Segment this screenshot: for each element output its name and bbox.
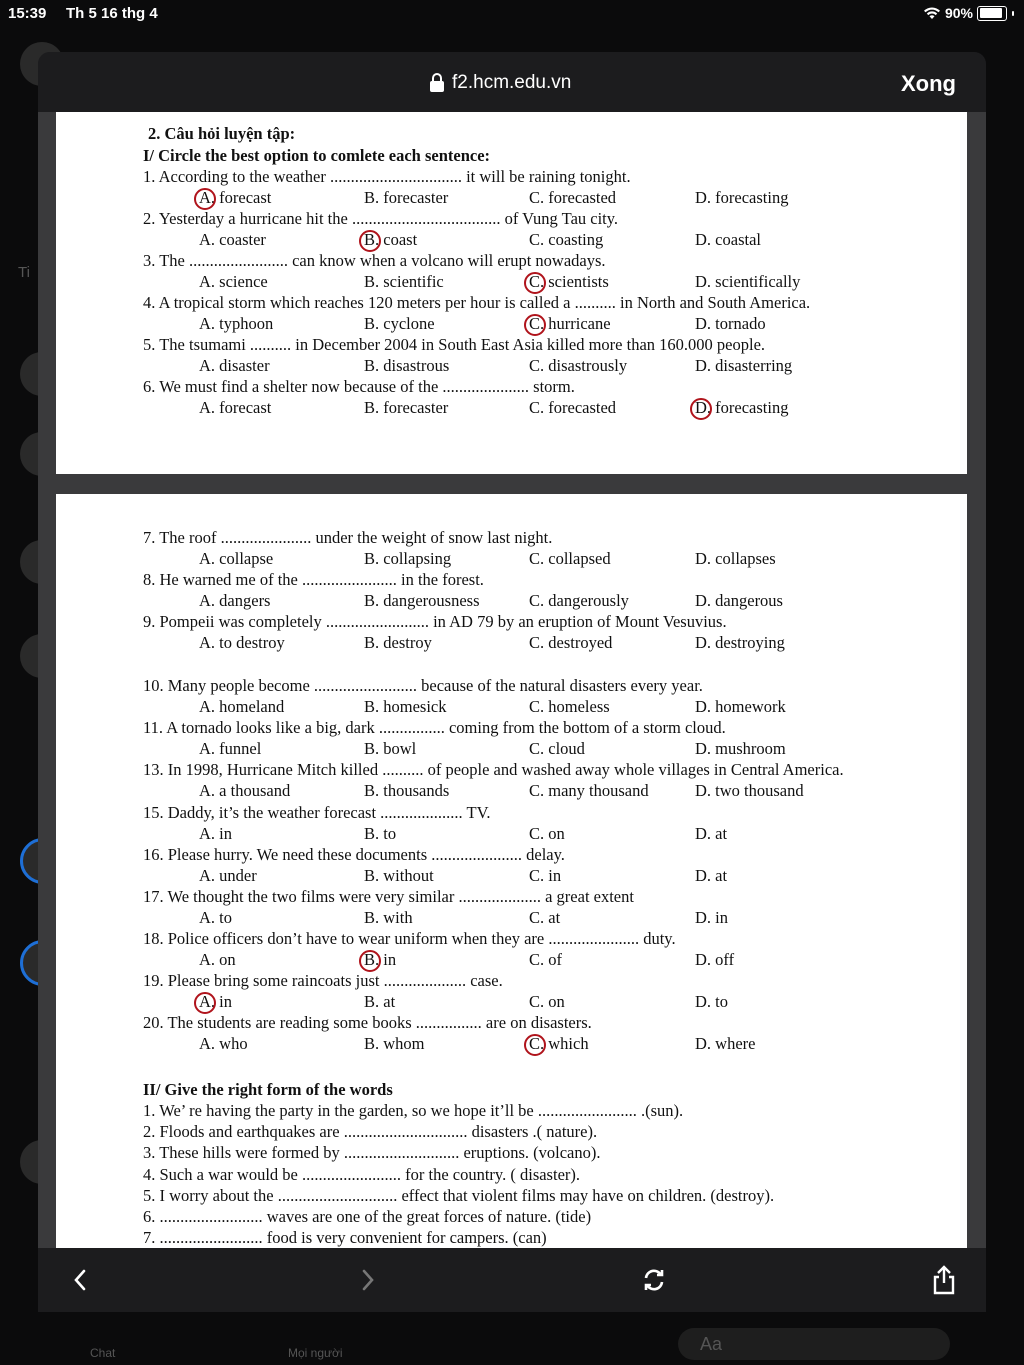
answer-option: D. dangerous [695,591,783,610]
answer-option: B. scientific [364,272,444,291]
answer-option: A. funnel [199,739,262,758]
battery-icon [977,6,1007,21]
answer-option: B. bowl [364,739,417,758]
question-text: 18. Police officers don’t have to wear uniform when they are ...................... duty. [143,929,676,948]
answer-option: D. forecasting [695,188,789,207]
answer-option: A. dangers [199,591,271,610]
answer-option: C. collapsed [529,549,611,568]
question-text: 7. The roof ...................... under the weight of snow last night. [143,528,553,547]
answer-option: C. cloud [529,739,585,758]
answer-option: D. at [695,866,728,885]
answer-circle-mark [359,950,381,972]
answer-option: D. destroying [695,633,785,652]
answer-option: D. tornado [695,314,766,333]
answer-option: A. in [199,992,232,1011]
word-form-item: 5. I worry about the ............................. effect that violent films may have on children. (destroy). [143,1185,775,1205]
answer-option: D. collapses [695,549,776,568]
answer-option: C. on [529,824,565,843]
browser-sheet [38,52,986,1312]
answer-option: C. at [529,908,561,927]
status-date: Th 5 16 thg 4 [66,5,158,22]
status-bar [0,0,1024,28]
answer-option: C. scientists [529,272,609,291]
answer-option: B. collapsing [364,549,452,568]
people-tab-label: Mọi người [288,1346,343,1360]
answer-option: C. destroyed [529,633,613,652]
answer-option: D. in [695,908,728,927]
answer-option: A. typhoon [199,314,274,333]
answer-option: D. coastal [695,230,761,249]
done-button[interactable]: Xong [895,70,962,98]
question-text: 6. We must find a shelter now because of the ..................... storm. [143,377,575,396]
answer-option: B. at [364,992,396,1011]
section-title: I/ Circle the best option to comlete each sentence: [143,146,491,165]
answer-option: C. which [529,1034,589,1053]
answer-option: D. scientifically [695,272,801,291]
answer-circle-mark [194,188,216,210]
answer-option: C. homeless [529,697,610,716]
answer-option: A. homeland [199,697,285,716]
answer-option: C. coasting [529,230,604,249]
answer-option: B. destroy [364,633,432,652]
question-text: 4. A tropical storm which reaches 120 meters per hour is called a .......... in North and South America. [143,293,811,312]
question-text: 5. The tsumami .......... in December 2004 in South East Asia killed more than 160.000 people. [143,335,766,354]
background-tab-hint: Ti [18,264,30,281]
browser-toolbar [38,1248,986,1312]
answer-option: A. collapse [199,549,274,568]
question-text: 9. Pompeii was completely ......................... in AD 79 by an eruption of Mount Vesuvius. [143,612,727,631]
answer-option: D. disasterring [695,356,793,375]
answer-option: C. on [529,992,565,1011]
answer-option: C. of [529,950,562,969]
answer-option: D. to [695,992,728,1011]
question-text: 16. Please hurry. We need these documents ...................... delay. [143,845,565,864]
question-text: 2. Yesterday a hurricane hit the .................................... of Vung Tau city. [143,209,619,228]
answer-option: A. forecast [199,398,272,417]
share-icon [932,1265,956,1295]
answer-option: D. where [695,1034,756,1053]
wifi-icon [923,7,941,20]
answer-option: B. thousands [364,781,450,800]
answer-option: D. mushroom [695,739,786,758]
answer-option: B. with [364,908,413,927]
word-form-item: 1. We’ re having the party in the garden, so we hope it’ll be ........................ .(sun). [143,1101,684,1120]
answer-option: B. cyclone [364,314,435,333]
answer-option: A. under [199,866,257,885]
status-indicators [923,5,1014,21]
doc-heading: 2. Câu hỏi luyện tập: [148,124,296,143]
answer-option: B. without [364,866,434,885]
answer-option: B. forecaster [364,398,449,417]
document-page [56,494,967,1248]
answer-option: C. many thousand [529,781,649,800]
answer-option: C. hurricane [529,314,611,333]
answer-option: A. in [199,824,232,843]
answer-circle-mark [690,398,712,420]
answer-option: A. on [199,950,236,969]
word-form-item: 7. ......................... food is very convenient for campers. (can) [143,1228,547,1248]
answer-option: B. coast [364,230,418,249]
answer-option: B. dangerousness [364,591,480,610]
answer-option: B. forecaster [364,188,449,207]
question-text: 17. We thought the two films were very similar .................... a great extent [143,887,634,906]
back-button[interactable] [62,1262,98,1298]
answer-option: D. two thousand [695,781,804,800]
answer-option: B. in [364,950,397,969]
forward-button[interactable] [350,1262,386,1298]
answer-option: C. forecasted [529,398,617,417]
word-form-item: 6. ......................... waves are one of the great forces of nature. (tide) [143,1207,592,1226]
answer-option: A. forecast [199,188,272,207]
answer-option: A. to destroy [199,633,285,652]
battery-percent: 90% [944,5,973,21]
browser-header [38,52,986,112]
question-text: 11. A tornado looks like a big, dark ................ coming from the bottom of a storm cloud. [143,718,726,737]
document-viewer[interactable] [38,112,986,1248]
answer-option: B. homesick [364,697,447,716]
answer-option: C. disastrously [529,356,628,375]
question-text: 13. In 1998, Hurricane Mitch killed .......... of people and washed away whole villages in Central America. [143,760,844,779]
share-button[interactable] [926,1262,962,1298]
answer-option: B. disastrous [364,356,450,375]
answer-option: D. homework [695,697,786,716]
question-text: 1. According to the weather ................................ it will be raining tonight. [143,167,631,186]
section-title: II/ Give the right form of the words [143,1080,393,1099]
messenger-bar [0,1312,1024,1365]
answer-circle-mark [359,230,381,252]
answer-option: D. at [695,824,728,843]
answer-option: A. disaster [199,356,270,375]
status-time: 15:39 [8,5,47,22]
word-form-item: 4. Such a war would be ........................ for the country. ( disaster). [143,1164,581,1184]
word-form-item: 3. These hills were formed by ............................ eruptions. (volcano). [143,1143,601,1163]
question-text: 10. Many people become ......................... because of the natural disasters every year. [143,676,703,695]
reload-button[interactable] [636,1262,672,1298]
answer-option: D. forecasting [695,398,789,417]
message-input-placeholder: Aa [700,1334,723,1354]
document-page [56,112,967,474]
question-text: 20. The students are reading some books ................ are on disasters. [143,1013,592,1032]
answer-circle-mark [524,272,546,294]
address-bar[interactable] [430,72,571,94]
answer-option: A. to [199,908,232,927]
reload-icon [641,1267,667,1293]
answer-option: B. whom [364,1034,425,1053]
answer-option: B. to [364,824,397,843]
chat-tab-label: Chat [90,1346,116,1360]
answer-option: C. forecasted [529,188,617,207]
question-text: 15. Daddy, it’s the weather forecast .................... TV. [143,803,491,822]
lock-icon [430,81,444,92]
chevron-right-icon [361,1269,375,1291]
answer-option: A. coaster [199,230,266,249]
battery-nub [1012,11,1014,16]
answer-option: C. dangerously [529,591,629,610]
answer-option: A. a thousand [199,781,291,800]
answer-option: D. off [695,950,735,969]
answer-circle-mark [524,314,546,336]
message-input[interactable] [678,1328,950,1360]
question-text: 19. Please bring some raincoats just .................... case. [143,971,503,990]
answer-circle-mark [194,992,216,1014]
answer-option: A. science [199,272,268,291]
answer-option: A. who [199,1034,248,1053]
question-text: 8. He warned me of the ....................... in the forest. [143,570,484,589]
answer-option: C. in [529,866,562,885]
chevron-left-icon [73,1269,87,1291]
question-text: 3. The ........................ can know when a volcano will erupt nowadays. [143,251,606,270]
url-text: f2.hcm.edu.vn [452,72,572,93]
word-form-item: 2. Floods and earthquakes are .............................. disasters .( nature). [143,1122,598,1142]
answer-circle-mark [524,1034,546,1056]
